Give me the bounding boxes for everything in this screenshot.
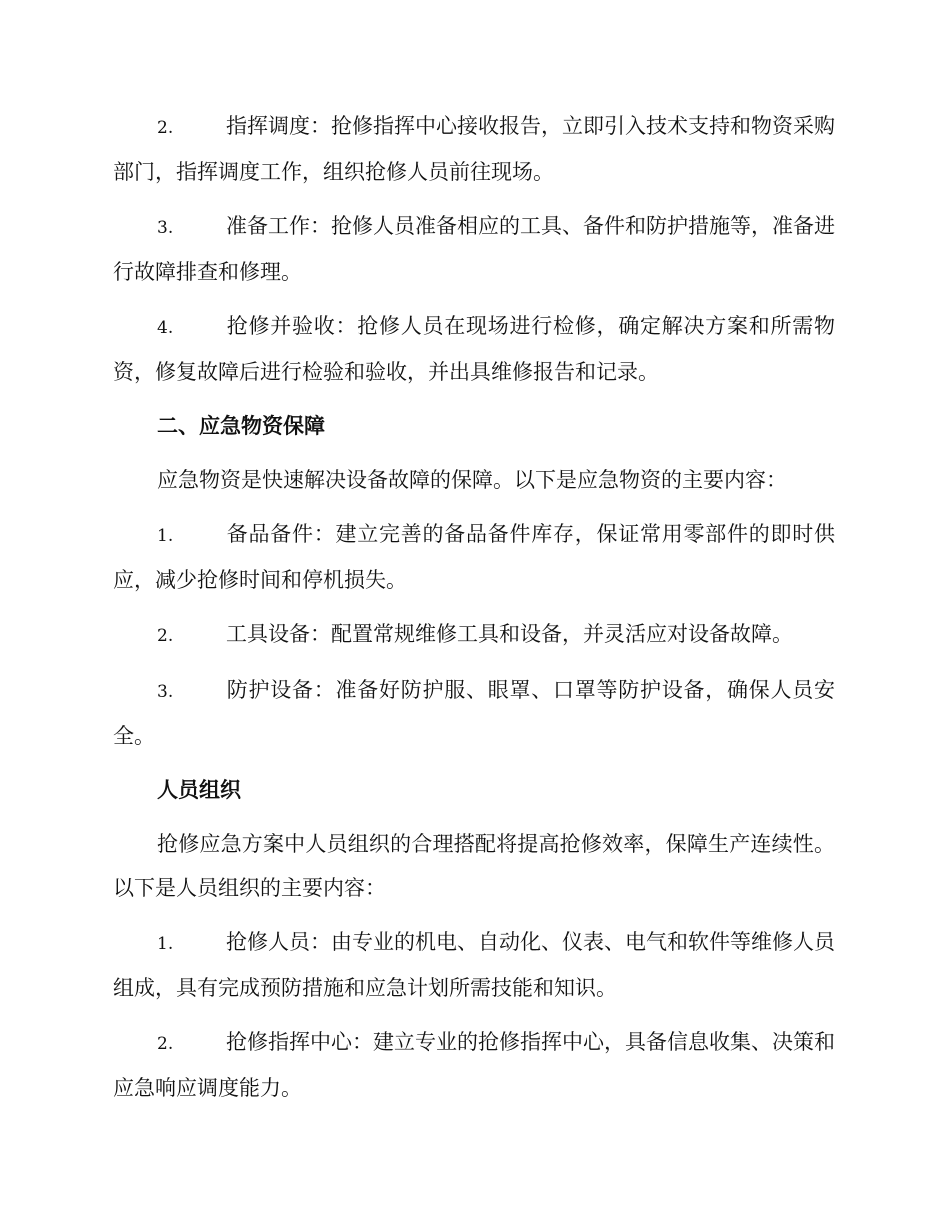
list-item-repair-staff — [113, 920, 835, 1010]
list-text: 备品备件：建立完善的备品备件库存，保证常用零部件的即时供应，减少抢修时间和停机损失。 — [113, 522, 835, 592]
list-number: 4. — [157, 318, 174, 338]
paragraph-personnel-intro: 抢修应急方案中人员组织的合理搭配将提高抢修效率，保障生产连续性。以下是人员组织的主要内容： — [113, 832, 835, 900]
list-text: 准备工作：抢修人员准备相应的工具、备件和防护措施等，准备进行故障排查和修理。 — [113, 214, 835, 284]
list-number: 3. — [157, 218, 174, 238]
list-number: 2. — [157, 1034, 174, 1054]
list-text: 工具设备：配置常规维修工具和设备，并灵活应对设备故障。 — [226, 622, 793, 646]
section-heading-personnel: 人员组织 — [157, 777, 241, 802]
document-body — [113, 104, 835, 1120]
list-text: 指挥调度：抢修指挥中心接收报告，立即引入技术支持和物资采购部门，指挥调度工作，组织抢修人员前往现场。 — [113, 114, 835, 184]
list-number: 1. — [157, 934, 174, 954]
list-item-spare-parts — [113, 512, 835, 602]
list-item-preparation — [113, 204, 835, 294]
list-text: 抢修指挥中心：建立专业的抢修指挥中心，具备信息收集、决策和应急响应调度能力。 — [113, 1030, 835, 1100]
list-text: 抢修人员：由专业的机电、自动化、仪表、电气和软件等维修人员组成，具有完成预防措施和应急计划所需技能和知识。 — [113, 930, 835, 1000]
list-number: 2. — [157, 626, 174, 646]
list-item-tools-equipment — [113, 612, 835, 658]
paragraph-supplies-intro: 应急物资是快速解决设备故障的保障。以下是应急物资的主要内容： — [157, 468, 787, 492]
list-item-command-center — [113, 1020, 835, 1110]
list-text: 抢修并验收：抢修人员在现场进行检修，确定解决方案和所需物资，修复故障后进行检验和验收，并出具维修报告和记录。 — [113, 314, 835, 384]
section-heading-emergency-supplies: 二、应急物资保障 — [157, 413, 325, 438]
list-item-protective-equipment — [113, 668, 835, 758]
list-item-repair-acceptance — [113, 304, 835, 394]
list-number: 1. — [157, 526, 174, 546]
list-item-command-dispatch — [113, 104, 835, 194]
list-text: 防护设备：准备好防护服、眼罩、口罩等防护设备，确保人员安全。 — [113, 678, 835, 748]
list-number: 3. — [157, 682, 174, 702]
list-number: 2. — [157, 118, 174, 138]
